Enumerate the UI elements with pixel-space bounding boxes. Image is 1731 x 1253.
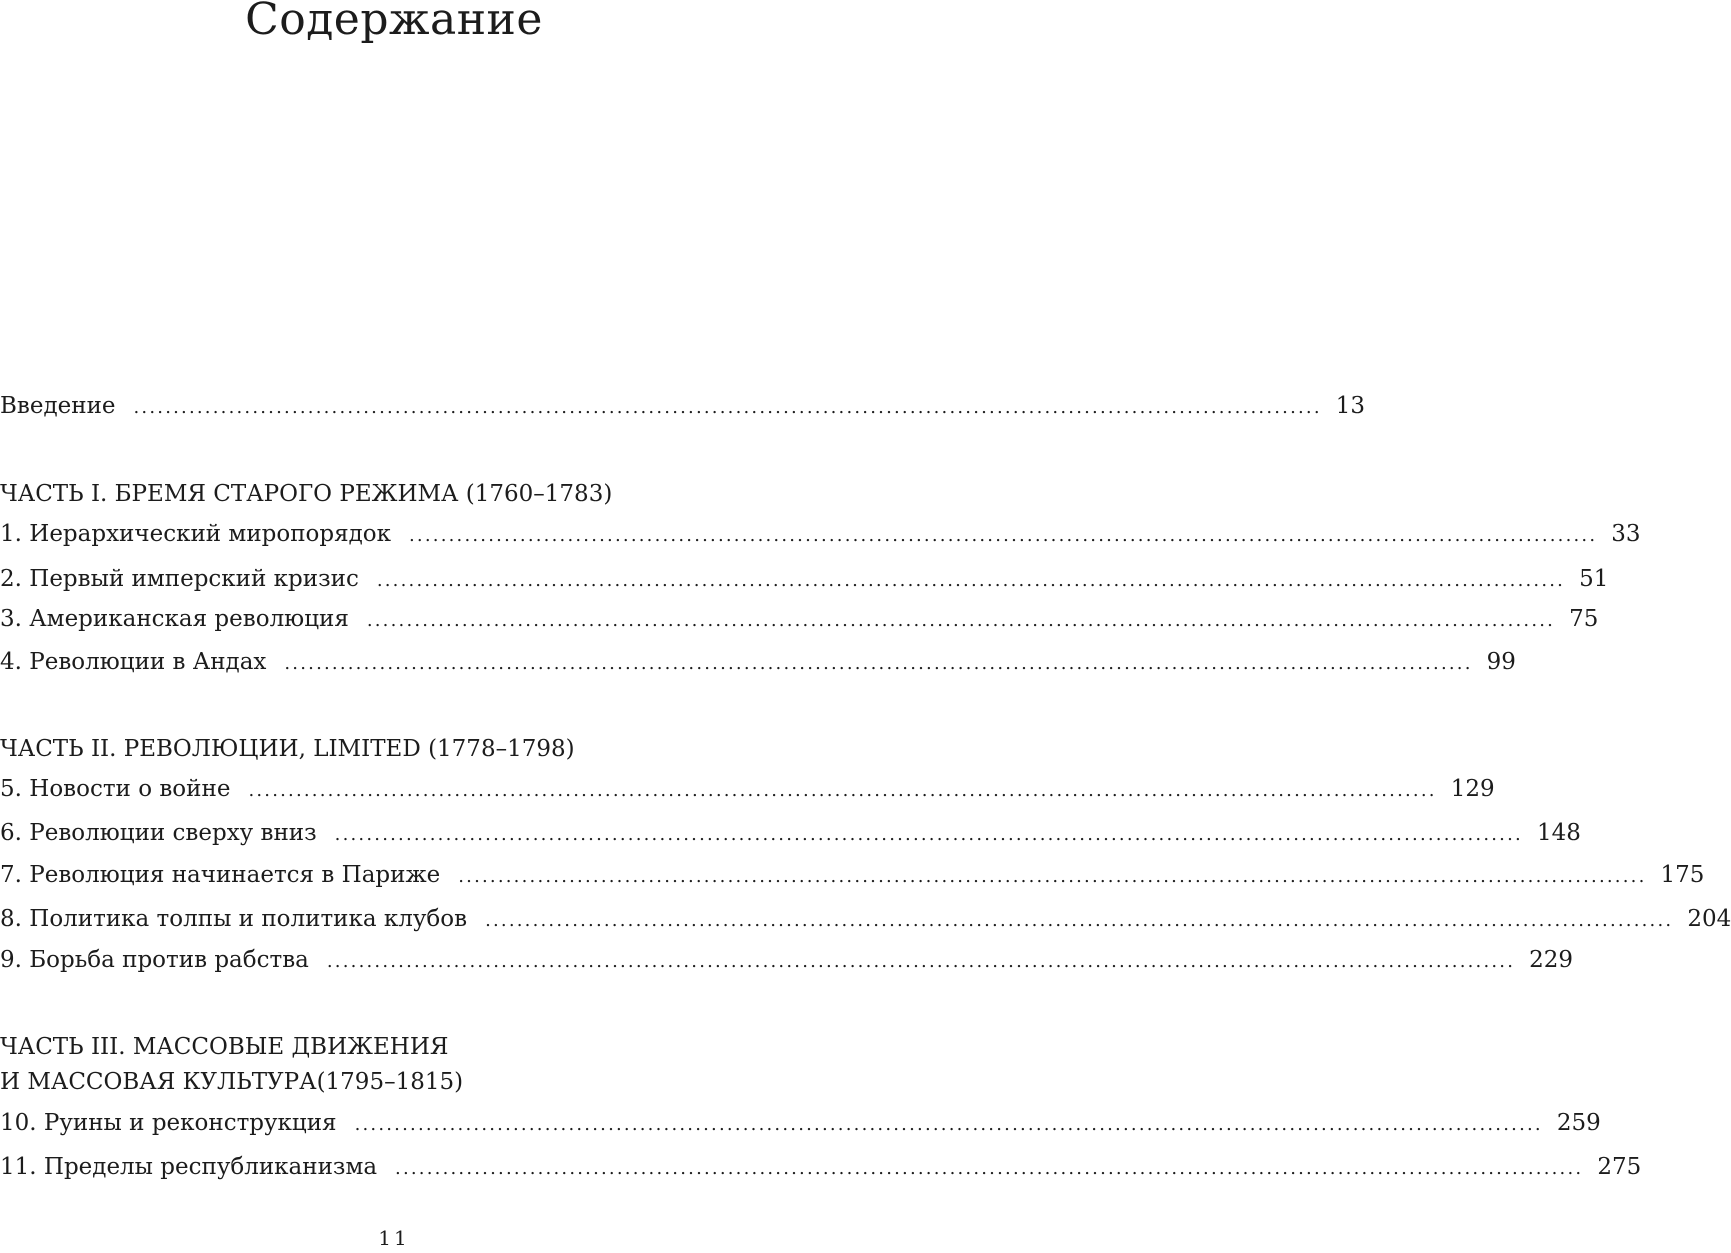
toc-entry-label: 6. Революции сверху вниз bbox=[0, 820, 317, 846]
toc-entry-page: 129 bbox=[1450, 776, 1495, 802]
toc-entry-page: 99 bbox=[1486, 649, 1516, 675]
dot-leader: ...................................................................................................................................................... bbox=[284, 653, 1473, 674]
toc-entry-label: 4. Революции в Андах bbox=[0, 649, 267, 675]
part-heading-3-line-1: ЧАСТЬ III. МАССОВЫЕ ДВИЖЕНИЯ bbox=[0, 1034, 449, 1060]
toc-entry-label: 5. Новости о войне bbox=[0, 776, 231, 802]
toc-entry-page: 259 bbox=[1556, 1110, 1601, 1136]
toc-entry-label: 11. Пределы республиканизма bbox=[0, 1154, 378, 1180]
toc-entry-label: 9. Борьба против рабства bbox=[0, 947, 309, 973]
dot-leader: ...................................................................................................................................................... bbox=[458, 866, 1647, 887]
toc-entry-page: 275 bbox=[1597, 1154, 1642, 1180]
toc-entry-chapter-5[interactable] bbox=[0, 774, 1495, 806]
toc-entry-label: 1. Иерархический миропорядок bbox=[0, 521, 392, 547]
toc-entry-chapter-3[interactable] bbox=[0, 604, 1599, 636]
dot-leader: ...................................................................................................................................................... bbox=[133, 397, 1322, 418]
toc-entry-page: 148 bbox=[1536, 820, 1581, 846]
part-heading-2: ЧАСТЬ II. РЕВОЛЮЦИИ, LIMITED (1778–1798) bbox=[0, 736, 575, 762]
dot-leader: ...................................................................................................................................................... bbox=[334, 824, 1523, 845]
toc-entry-page: 204 bbox=[1687, 906, 1731, 932]
page-number: 11 bbox=[378, 1226, 410, 1250]
part-heading-3-line-2: И МАССОВАЯ КУЛЬТУРА(1795–1815) bbox=[0, 1069, 464, 1095]
toc-entry-page: 33 bbox=[1611, 521, 1641, 547]
part-heading-1: ЧАСТЬ I. БРЕМЯ СТАРОГО РЕЖИМА (1760–1783) bbox=[0, 481, 613, 507]
toc-entry-chapter-10[interactable] bbox=[0, 1108, 1601, 1140]
page-title: Содержание bbox=[245, 0, 543, 45]
toc-entry-label: 10. Руины и реконструкция bbox=[0, 1110, 337, 1136]
toc-entry-label: 2. Первый имперский кризис bbox=[0, 566, 359, 592]
dot-leader: ...................................................................................................................................................... bbox=[248, 780, 1437, 801]
toc-entry-chapter-1[interactable] bbox=[0, 519, 1641, 551]
toc-entry-page: 229 bbox=[1529, 947, 1574, 973]
toc-entry-label: Введение bbox=[0, 393, 116, 419]
toc-entry-chapter-2[interactable] bbox=[0, 564, 1609, 596]
toc-entry-chapter-7[interactable] bbox=[0, 860, 1705, 892]
dot-leader: ...................................................................................................................................................... bbox=[354, 1114, 1543, 1135]
dot-leader: ...................................................................................................................................................... bbox=[395, 1158, 1584, 1179]
toc-entry-chapter-11[interactable] bbox=[0, 1152, 1642, 1184]
toc-entry-label: 3. Американская революция bbox=[0, 606, 349, 632]
toc-entry-chapter-6[interactable] bbox=[0, 818, 1581, 850]
toc-entry-intro[interactable] bbox=[0, 391, 1366, 423]
toc-entry-page: 13 bbox=[1335, 393, 1366, 419]
toc-entry-label: 8. Политика толпы и политика клубов bbox=[0, 906, 468, 932]
dot-leader: ...................................................................................................................................................... bbox=[376, 570, 1566, 591]
dot-leader: ...................................................................................................................................................... bbox=[366, 610, 1556, 631]
toc-entry-chapter-9[interactable] bbox=[0, 945, 1574, 977]
dot-leader: ...................................................................................................................................................... bbox=[326, 951, 1516, 972]
toc-entry-page: 75 bbox=[1569, 606, 1599, 632]
toc-entry-page: 51 bbox=[1579, 566, 1609, 592]
dot-leader: ...................................................................................................................................................... bbox=[485, 910, 1674, 931]
toc-entry-label: 7. Революция начинается в Париже bbox=[0, 862, 441, 888]
toc-entry-page: 175 bbox=[1660, 862, 1705, 888]
toc-entry-chapter-4[interactable] bbox=[0, 647, 1516, 679]
dot-leader: ...................................................................................................................................................... bbox=[409, 525, 1598, 546]
toc-entry-chapter-8[interactable] bbox=[0, 904, 1731, 936]
